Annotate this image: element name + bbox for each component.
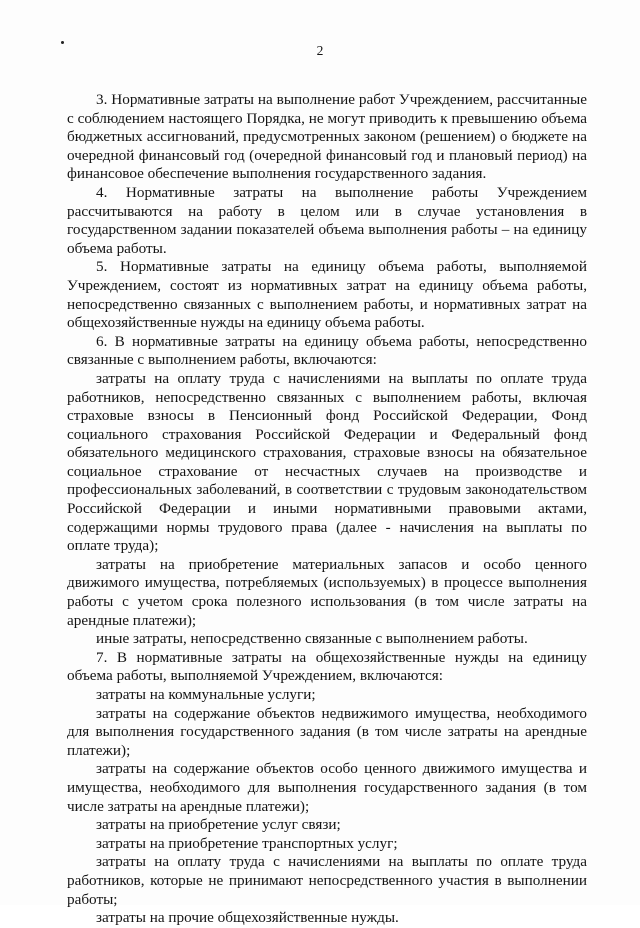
list-item-communications: затраты на приобретение услуг связи; [96, 816, 341, 834]
list-item-indirect-labor: затраты на оплату труда с начислениями на выплаты по оплате труда работников, которые не принимают непосредственного участия в выполнении работы; [67, 853, 587, 908]
paragraph-3: 3. Нормативные затраты на выполнение работ Учреждением, рассчитанные с соблюдением настоящего Порядка, не могут приводить к превышению объема бюджетных ассигнований, предусмотренных законом (решением) о бюджете на очередной финансовый год (очередной финансовый год и плановый период) на финансовое обеспечение выполнения государственного задания. [67, 91, 587, 183]
list-item-other-direct: иные затраты, непосредственно связанные с выполнением работы. [96, 630, 528, 648]
list-item-transport: затраты на приобретение транспортных услуг; [96, 834, 398, 852]
list-item-materials: затраты на приобретение материальных запасов и особо ценного движимого имущества, потребляемых (используемых) в процессе выполнения работы с учетом срока полезного использования (в том числе затраты на арендные платежи); [67, 555, 587, 629]
list-item-utilities: затраты на коммунальные услуги; [96, 686, 316, 703]
list-item-labor-costs: затраты на оплату труда с начислениями на выплаты по оплате труда работников, непосредственно связанных с выполнением работы, включая страховые взносы в Пенсионный фонд Российской Федерации, Фонд социального страхования Российской Федерации и Федеральный фонд обязательного медицинского страхования, страховые взносы на обязательное социальное страхование от несчастных случаев на производстве и профессиональных заболеваний, в соответствии с трудовым законодательством Российской Федерации и иными нормативными правовыми актами, содержащими нормы трудового права (далее - начисления на выплаты по оплате труда); [67, 369, 587, 555]
paragraph-4: 4. Нормативные затраты на выполнение работы Учреждением рассчитываются на работу в целом или в случае установления в государственном задании показателей объема выполнения работы – на единицу объема работы. [67, 183, 587, 257]
paragraph-6: 6. В нормативные затраты на единицу объема работы, непосредственно связанные с выполнением работы, включаются: [67, 332, 587, 369]
document-body [67, 91, 587, 928]
list-item-other-general: затраты на прочие общехозяйственные нужды. [96, 909, 399, 927]
list-item-movable-property: затраты на содержание объектов особо ценного движимого имущества и имущества, необходимого для выполнения государственного задания (в том числе затраты на арендные платежи); [67, 760, 587, 815]
paragraph-7: 7. В нормативные затраты на общехозяйственные нужды на единицу объема работы, выполняемой Учреждением, включаются: [67, 648, 587, 685]
paragraph-5: 5. Нормативные затраты на единицу объема работы, выполняемой Учреждением, состоят из нормативных затрат на единицу объема работы, непосредственно связанных с выполнением работы, и нормативных затрат на общехозяйственные нужды на единицу объема работы. [67, 258, 587, 332]
page-number: 2 [316, 43, 324, 58]
list-item-real-estate: затраты на содержание объектов недвижимого имущества, необходимого для выполнения государственного задания (в том числе затраты на арендные платежи); [67, 704, 587, 759]
